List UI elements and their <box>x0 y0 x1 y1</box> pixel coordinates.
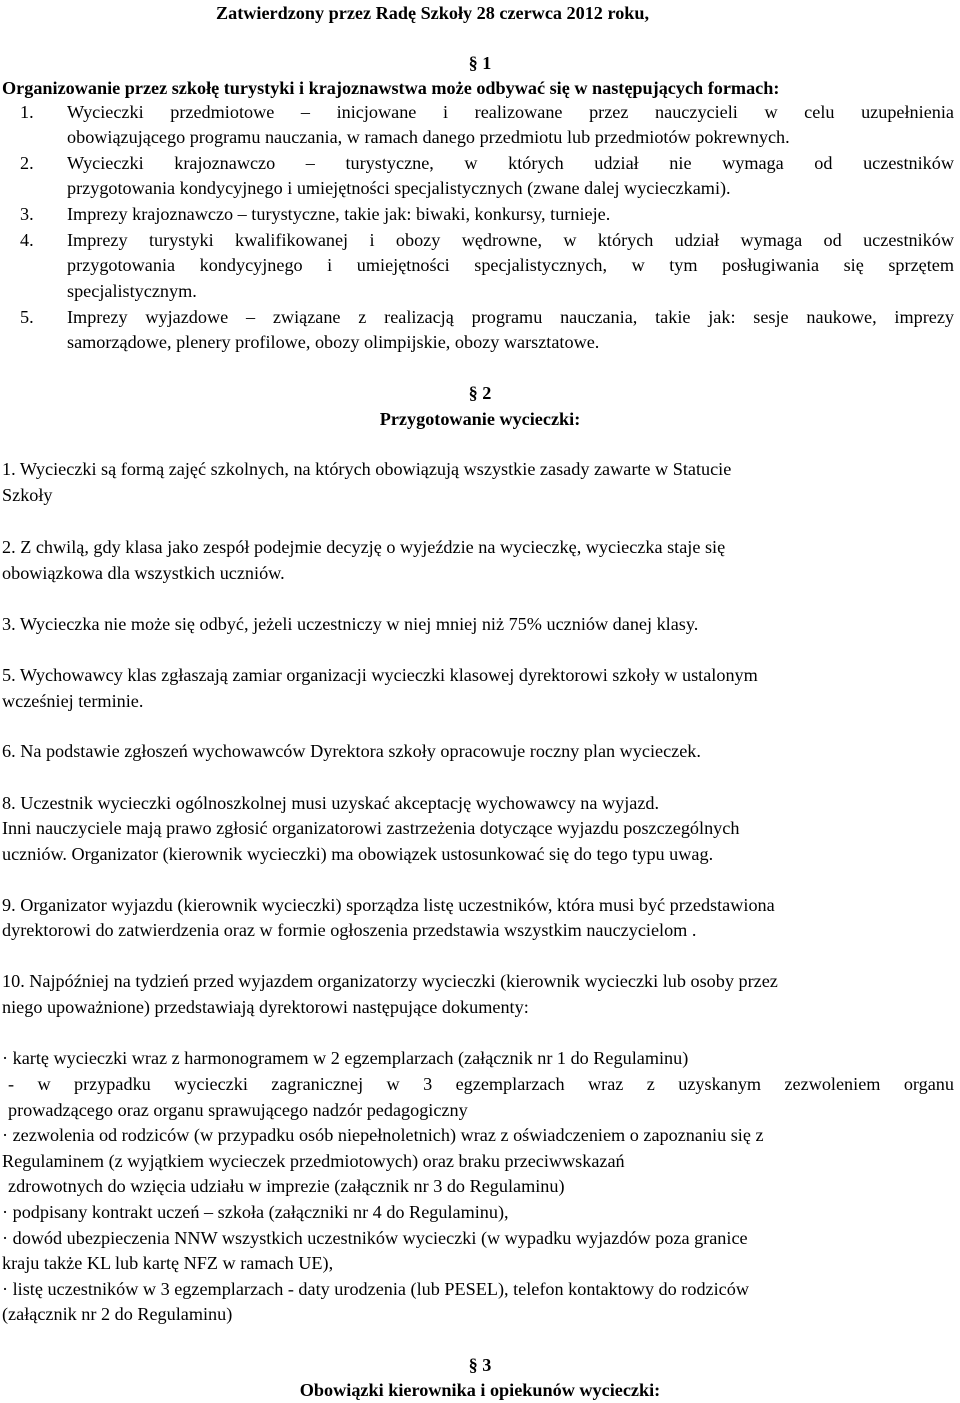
approval-line: Zatwierdzony przez Radę Szkoły 28 czerwca 2012 roku, <box>216 3 650 23</box>
document-list-item: Regulaminem (z wyjątkiem wycieczek przedmiotowych) oraz braku przeciwwskazań <box>2 1151 625 1171</box>
paragraph-line: 5. Wychowawcy klas zgłaszają zamiar organizacji wycieczki klasowej dyrektorowi szkoły w ustalonym <box>2 665 758 685</box>
paragraph-line: 10. Najpóźniej na tydzień przed wyjazdem organizatorzy wycieczki (kierownik wycieczki lub osoby przez <box>2 971 778 991</box>
paragraph-line: Inni nauczyciele mają prawo zgłosić organizatorowi zastrzeżenia dotyczące wyjazdu poszczególnych <box>2 818 740 838</box>
document-list-item: zdrowotnych do wzięcia udziału w imprezie (załącznik nr 3 do Regulaminu) <box>8 1176 565 1196</box>
paragraph-line: 2. Z chwilą, gdy klasa jako zespół podejmie decyzję o wyjeździe na wycieczkę, wycieczka staje się <box>2 537 726 557</box>
list-item-line: Imprezy wyjazdowe – związane z realizacją programu nauczania, takie jak: sesje naukowe, imprezy <box>67 307 954 327</box>
list-item-line: samorządowe, plenery profilowe, obozy olimpijskie, obozy warsztatowe. <box>67 332 600 352</box>
list-item-number: 4. <box>20 230 34 250</box>
paragraph-line: dyrektorowi do zatwierdzenia oraz w formie ogłoszenia przedstawia wszystkim nauczycielom . <box>2 920 697 940</box>
document-list-item: · podpisany kontrakt uczeń – szkoła (załączniki nr 4 do Regulaminu), <box>2 1202 509 1222</box>
paragraph-line: 9. Organizator wyjazdu (kierownik wycieczki) sporządza listę uczestników, która musi być przedstawiona <box>2 895 775 915</box>
paragraph-line: wcześniej terminie. <box>2 691 144 711</box>
section-3-title: Obowiązki kierownika i opiekunów wycieczki: <box>299 1380 661 1400</box>
paragraph-line: 8. Uczestnik wycieczki ogólnoszkolnej musi uzyskać akceptację wychowawcy na wyjazd. <box>2 793 660 813</box>
section-2-mark: § 2 <box>468 383 492 403</box>
paragraph-line: uczniów. Organizator (kierownik wycieczki) ma obowiązek ustosunkować się do tego typu uwag. <box>2 844 714 864</box>
paragraph-line: 3. Wycieczka nie może się odbyć, jeżeli uczestniczy w niej mniej niż 75% uczniów danej klasy. <box>2 614 699 634</box>
document-list-item: - w przypadku wycieczki zagranicznej w 3 egzemplarzach wraz z uzyskanym zezwoleniem organu <box>8 1074 954 1094</box>
section-1-title: Organizowanie przez szkołę turystyki i krajoznawstwa może odbywać się w następujących formach: <box>2 78 780 98</box>
document-list-item: (załącznik nr 2 do Regulaminu) <box>2 1304 233 1324</box>
section-3-mark: § 3 <box>468 1355 492 1375</box>
list-item-line: przygotowania kondycyjnego i umiejętności specjalistycznych (zwane dalej wycieczkami). <box>67 178 731 198</box>
list-item-line: Wycieczki przedmiotowe – inicjowane i realizowane przez nauczycieli w celu uzupełnienia <box>67 102 954 122</box>
document-list-item: prowadzącego oraz organu sprawującego nadzór pedagogiczny <box>8 1100 468 1120</box>
list-item-line: Imprezy krajoznawczo – turystyczne, takie jak: biwaki, konkursy, turnieje. <box>67 204 611 224</box>
document-list-item: · listę uczestników w 3 egzemplarzach - daty urodzenia (lub PESEL), telefon kontaktowy do rodziców <box>2 1279 749 1299</box>
list-item-number: 2. <box>20 153 34 173</box>
list-item-number: 3. <box>20 204 34 224</box>
section-2-title: Przygotowanie wycieczki: <box>379 409 581 429</box>
document-list-item: · dowód ubezpieczenia NNW wszystkich uczestników wycieczki (w wypadku wyjazdów poza granice <box>2 1228 748 1248</box>
paragraph-line: 1. Wycieczki są formą zajęć szkolnych, na których obowiązują wszystkie zasady zawarte w Statucie <box>2 459 732 479</box>
list-item-number: 1. <box>20 102 34 122</box>
paragraph-line: niego upoważnione) przedstawiają dyrektorowi następujące dokumenty: <box>2 997 529 1017</box>
section-1-mark: § 1 <box>468 53 492 73</box>
list-item-line: przygotowania kondycyjnego i umiejętności specjalistycznych, w tym posługiwania się sprzętem <box>67 255 954 275</box>
document-list-item: kraju także KL lub kartę NFZ w ramach UE), <box>2 1253 334 1273</box>
paragraph-line: obowiązkowa dla wszystkich uczniów. <box>2 563 285 583</box>
list-item-line: Wycieczki krajoznawczo – turystyczne, w których udział nie wymaga od uczestników <box>67 153 954 173</box>
document-list-item: · kartę wycieczki wraz z harmonogramem w 2 egzemplarzach (załącznik nr 1 do Regulaminu) <box>2 1048 689 1068</box>
list-item-number: 5. <box>20 307 34 327</box>
document-list-item: · zezwolenia od rodziców (w przypadku osób niepełnoletnich) wraz z oświadczeniem o zapoznaniu się z <box>2 1125 764 1145</box>
list-item-line: Imprezy turystyki kwalifikowanej i obozy wędrowne, w których udział wymaga od uczestników <box>67 230 954 250</box>
list-item-line: obowiązującego programu nauczania, w ramach danego przedmiotu lub przedmiotów pokrewnych. <box>67 127 790 147</box>
paragraph-line: 6. Na podstawie zgłoszeń wychowawców Dyrektora szkoły opracowuje roczny plan wycieczek. <box>2 741 701 761</box>
paragraph-line: Szkoły <box>2 485 53 505</box>
list-item-line: specjalistycznym. <box>67 281 197 301</box>
